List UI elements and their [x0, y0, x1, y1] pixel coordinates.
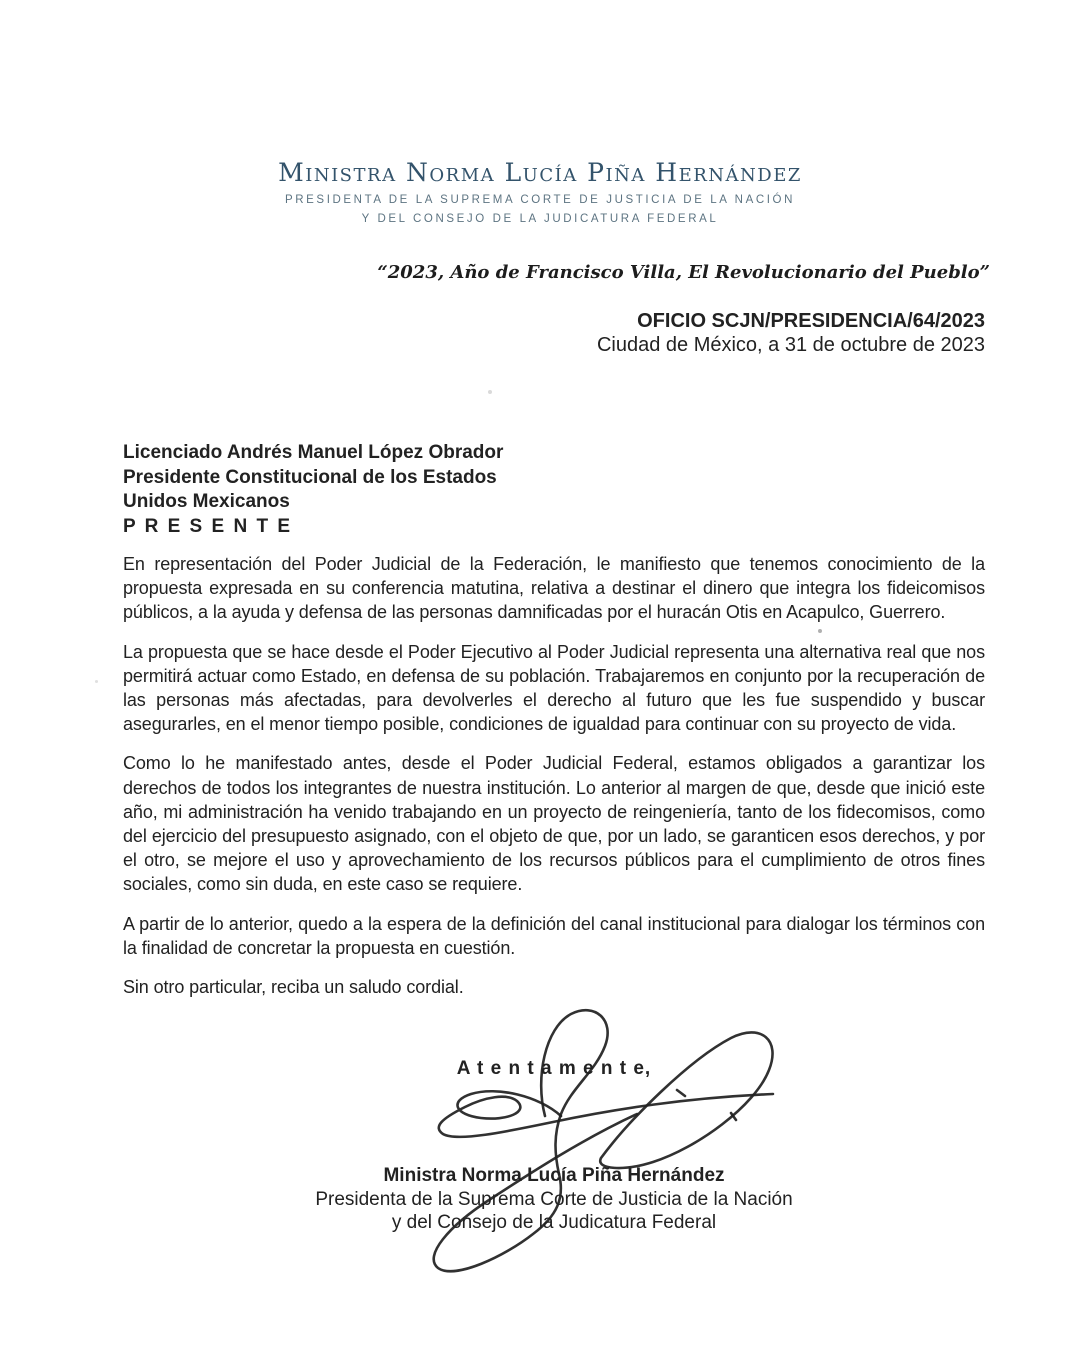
body-paragraph-4: A partir de lo anterior, quedo a la espera de la definición del canal institucional para dialogar los términos con la finalidad de concretar la propuesta en cuestión. — [123, 913, 985, 958]
signer-block — [123, 1164, 985, 1235]
letterhead-name: Ministra Norma Lucía Piña Hernández — [278, 158, 802, 187]
scan-speck — [818, 629, 822, 633]
scan-speck — [488, 390, 492, 394]
body-paragraph-5: Sin otro particular, reciba un saludo cordial. — [123, 977, 464, 998]
signature-scribble-icon — [405, 998, 805, 1288]
body-paragraph-1: En representación del Poder Judicial de la Federación, le manifiesto que tenemos conocimiento de la propuesta expresada en su conferencia matutina, relativa a destinar el dinero que integra los fideicomisos públicos, a la ayuda y defensa de las personas damnificadas por el huracán Otis en Acapulco, Guerrero. — [123, 554, 985, 623]
body-paragraph-2: La propuesta que se hace desde el Poder Ejecutivo al Poder Judicial representa una alternativa real que nos permitirá actuar como Estado, en defensa de su población. Trabajaremos en conjunto por la recuperación de las personas más afectadas, para devolverles el derecho al futuro que les fue suspendido y buscar asegurarles, en el menor tiempo posible, condiciones de igualdad para continuar con su proyecto de vida. — [123, 641, 985, 735]
letterhead — [0, 158, 1080, 225]
scan-speck — [95, 680, 98, 683]
signer-title-line1: Presidenta de la Suprema Corte de Justicia de la Nación — [315, 1188, 793, 1210]
recipient-block — [123, 441, 985, 539]
recipient-title-line2: Unidos Mexicanos — [123, 491, 290, 513]
oficio-number: OFICIO SCJN/PRESIDENCIA/64/2023 — [637, 310, 985, 332]
letterhead-title-line2: Y DEL CONSEJO DE LA JUDICATURA FEDERAL — [361, 213, 719, 225]
closing-salutation: A t e n t a m e n t e, — [456, 1058, 652, 1079]
place-and-date: Ciudad de México, a 31 de octubre de 2023 — [596, 334, 985, 356]
body-paragraph-3: Como lo he manifestado antes, desde el Poder Judicial Federal, estamos obligados a garantizar los derechos de todos los integrantes de nuestra institución. Lo anterior al margen de que, desde que inició este año, mi administración ha venido trabajando en un proyecto de reingeniería, tanto de los fidecomisos, como del ejercicio del presupuesto asignado, con el objeto de que, por un lado, se garanticen esos derechos, y por el otro, se mejore el uso y aprovechamiento de los recursos públicos para el cumplimiento de otros fines sociales, como sin duda, en este caso se requiere. — [123, 753, 985, 895]
signer-title-line2: y del Consejo de la Judicatura Federal — [391, 1212, 717, 1233]
letter-body — [123, 552, 985, 1014]
letterhead-title-line1: PRESIDENTA DE LA SUPREMA CORTE DE JUSTICIA DE LA NACIÓN — [284, 194, 796, 206]
signer-name: Ministra Norma Lucía Piña Hernández — [383, 1165, 725, 1186]
recipient-name: Licenciado Andrés Manuel López Obrador — [123, 442, 504, 463]
recipient-title-line1: Presidente Constitucional de los Estados — [123, 466, 497, 488]
year-motto: “2023, Año de Francisco Villa, El Revolucionario del Pueblo” — [377, 262, 990, 283]
reference-block — [123, 310, 985, 357]
recipient-presente: P R E S E N T E — [123, 515, 293, 537]
